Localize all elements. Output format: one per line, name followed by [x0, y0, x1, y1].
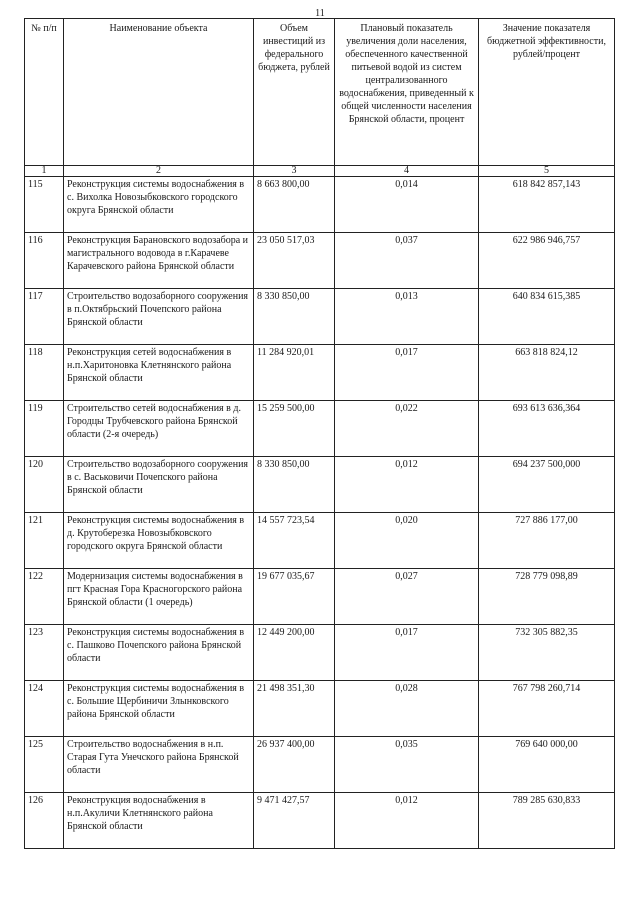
efficiency-value: 789 285 630,833 [479, 793, 615, 849]
efficiency-value: 727 886 177,00 [479, 513, 615, 569]
row-index: 115 [25, 177, 64, 233]
object-name: Реконструкция системы водоснабжения в с. Большие Щербиничи Злынковского района Брянской области [64, 681, 254, 737]
efficiency-value: 663 818 824,12 [479, 345, 615, 401]
table-row [25, 513, 615, 569]
table-row [25, 681, 615, 737]
investment-amount: 26 937 400,00 [254, 737, 335, 793]
efficiency-value: 618 842 857,143 [479, 177, 615, 233]
efficiency-value: 769 640 000,00 [479, 737, 615, 793]
header-row [25, 19, 615, 166]
row-index: 126 [25, 793, 64, 849]
header-investment: Объем инвестиций из федерального бюджета, рублей [254, 19, 335, 166]
table-row [25, 625, 615, 681]
header-efficiency: Значение показателя бюджетной эффективности, рублей/процент [479, 19, 615, 166]
efficiency-value: 732 305 882,35 [479, 625, 615, 681]
efficiency-value: 693 613 636,364 [479, 401, 615, 457]
planned-share: 0,013 [335, 289, 479, 345]
investment-amount: 19 677 035,67 [254, 569, 335, 625]
investment-amount: 8 663 800,00 [254, 177, 335, 233]
table-row [25, 793, 615, 849]
planned-share: 0,017 [335, 625, 479, 681]
investment-amount: 23 050 517,03 [254, 233, 335, 289]
planned-share: 0,012 [335, 793, 479, 849]
page-number: 11 [315, 8, 325, 19]
column-number-row [25, 166, 615, 177]
investment-amount: 8 330 850,00 [254, 289, 335, 345]
efficiency-value: 622 986 946,757 [479, 233, 615, 289]
investment-amount: 15 259 500,00 [254, 401, 335, 457]
investment-amount: 12 449 200,00 [254, 625, 335, 681]
table-row [25, 457, 615, 513]
header-object-name: Наименование объекта [64, 19, 254, 166]
investment-table [24, 18, 615, 849]
planned-share: 0,020 [335, 513, 479, 569]
object-name: Реконструкция системы водоснабжения в с. Пашково Почепского района Брянской области [64, 625, 254, 681]
efficiency-value: 767 798 260,714 [479, 681, 615, 737]
row-index: 116 [25, 233, 64, 289]
planned-share: 0,035 [335, 737, 479, 793]
row-index: 122 [25, 569, 64, 625]
object-name: Строительство водозаборного сооружения в с. Васьковичи Почепского района Брянской области [64, 457, 254, 513]
planned-share: 0,028 [335, 681, 479, 737]
efficiency-value: 728 779 098,89 [479, 569, 615, 625]
planned-share: 0,017 [335, 345, 479, 401]
row-index: 119 [25, 401, 64, 457]
object-name: Реконструкция сетей водоснабжения в н.п.Харитоновка Клетнянского района Брянской области [64, 345, 254, 401]
table-row [25, 569, 615, 625]
investment-amount: 9 471 427,57 [254, 793, 335, 849]
planned-share: 0,027 [335, 569, 479, 625]
row-index: 121 [25, 513, 64, 569]
investment-amount: 21 498 351,30 [254, 681, 335, 737]
efficiency-value: 640 834 615,385 [479, 289, 615, 345]
table-row [25, 233, 615, 289]
column-number: 1 [25, 166, 64, 177]
row-index: 120 [25, 457, 64, 513]
table-row [25, 177, 615, 233]
object-name: Реконструкция системы водоснабжения в д. Крутоберезка Новозыбковского городского округа Брянской области [64, 513, 254, 569]
investment-amount: 11 284 920,01 [254, 345, 335, 401]
object-name: Модернизация системы водоснабжения в пгт Красная Гора Красногорского района Брянской области (1 очередь) [64, 569, 254, 625]
table-row [25, 737, 615, 793]
header-planned-share: Плановый показатель увеличения доли населения, обеспеченного качественной питьевой водой из систем централизованного водоснабжения, приведенный к общей численности населения Брянской области, процент [335, 19, 479, 166]
row-index: 125 [25, 737, 64, 793]
row-index: 124 [25, 681, 64, 737]
object-name: Реконструкция водоснабжения в н.п.Акуличи Клетнянского района Брянской области [64, 793, 254, 849]
column-number: 4 [335, 166, 479, 177]
planned-share: 0,022 [335, 401, 479, 457]
row-index: 118 [25, 345, 64, 401]
investment-amount: 8 330 850,00 [254, 457, 335, 513]
table-body [25, 177, 615, 849]
object-name: Реконструкция системы водоснабжения в с. Вихолка Новозыбковского городского округа Брянской области [64, 177, 254, 233]
object-name: Строительство водозаборного сооружения в п.Октябрьский Почепского района Брянской области [64, 289, 254, 345]
object-name: Реконструкция Барановского водозабора и магистрального водовода в г.Карачеве Карачевского района Брянской области [64, 233, 254, 289]
object-name: Строительство сетей водоснабжения в д. Городцы Трубчевского района Брянской области (2-я очередь) [64, 401, 254, 457]
column-number: 5 [479, 166, 615, 177]
row-index: 117 [25, 289, 64, 345]
row-index: 123 [25, 625, 64, 681]
table-row [25, 401, 615, 457]
column-number: 2 [64, 166, 254, 177]
object-name: Строительство водоснабжения в н.п. Старая Гута Унечского района Брянской области [64, 737, 254, 793]
header-index: № п/п [25, 19, 64, 166]
investment-amount: 14 557 723,54 [254, 513, 335, 569]
planned-share: 0,014 [335, 177, 479, 233]
planned-share: 0,012 [335, 457, 479, 513]
column-number: 3 [254, 166, 335, 177]
table-row [25, 289, 615, 345]
planned-share: 0,037 [335, 233, 479, 289]
efficiency-value: 694 237 500,000 [479, 457, 615, 513]
table-row [25, 345, 615, 401]
